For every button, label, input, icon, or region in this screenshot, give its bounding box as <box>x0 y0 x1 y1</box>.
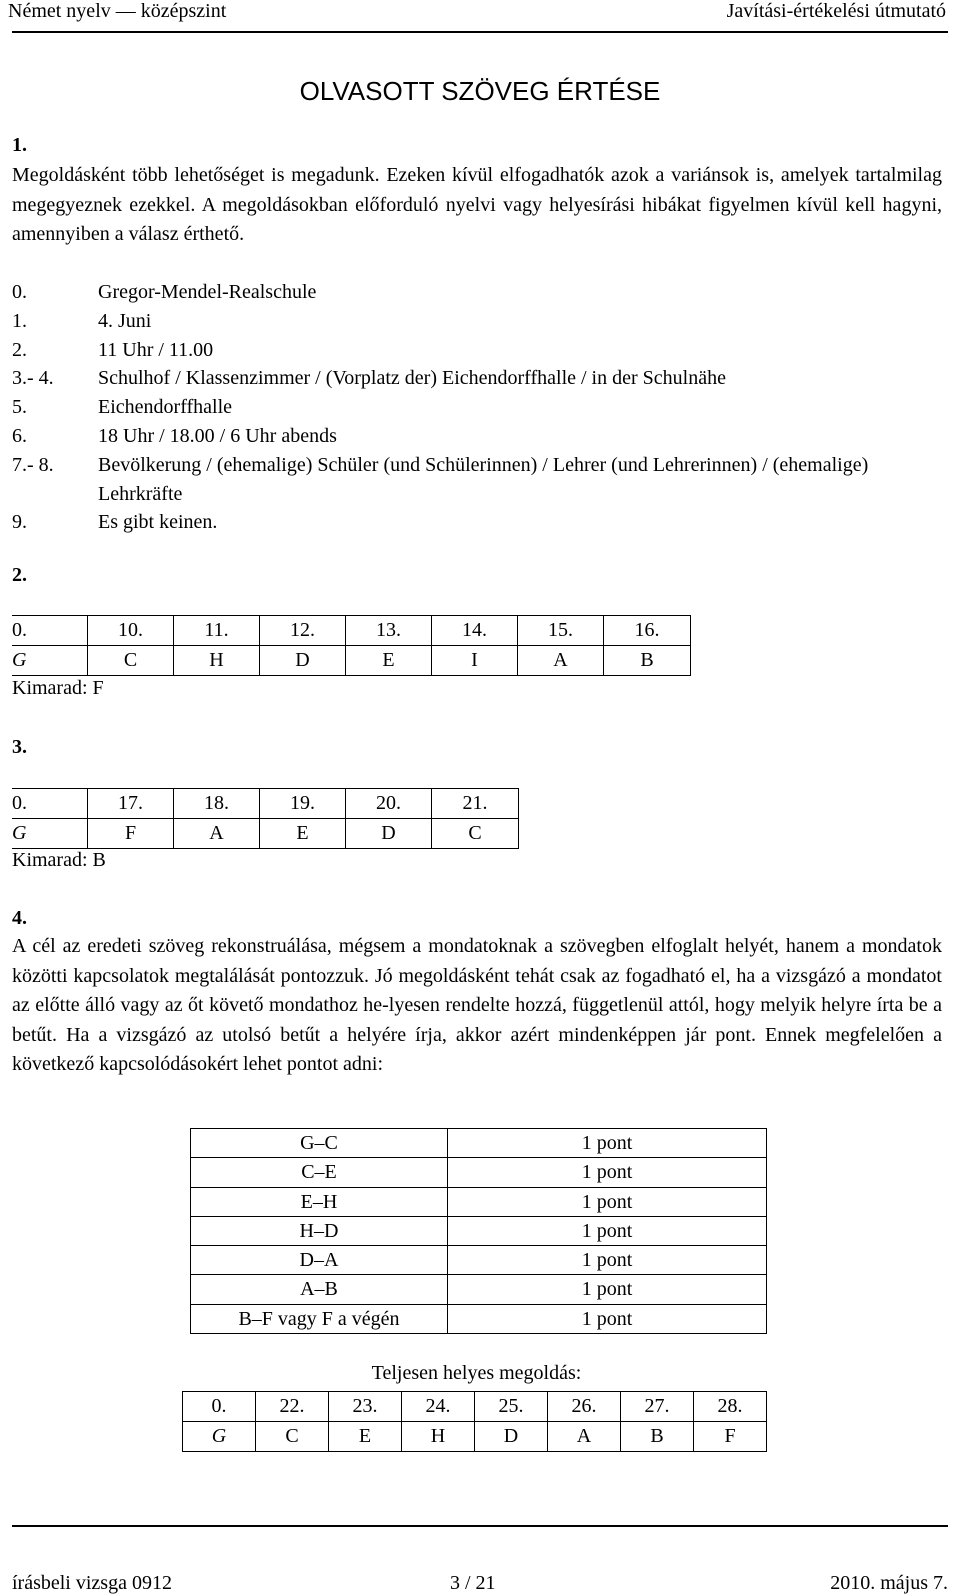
item-answer: Gregor-Mendel-Realschule <box>98 281 317 303</box>
table-cell: H <box>402 1422 475 1452</box>
points-cell: 1 pont <box>448 1275 767 1304</box>
table-row <box>191 1216 767 1245</box>
table-cell: B <box>621 1422 694 1452</box>
table-row <box>12 819 519 849</box>
section-1-number: 1. <box>12 134 27 156</box>
table-cell: 16. <box>604 616 691 646</box>
item-answer: Schulhof / Klassenzimmer / (Vorplatz der) Eichendorffhalle / in der Schulnähe <box>98 367 726 390</box>
table-cell: 25. <box>475 1392 548 1422</box>
pair-cell: E–H <box>191 1187 448 1216</box>
table-cell: 28. <box>694 1392 767 1422</box>
section-3-number: 3. <box>12 736 27 758</box>
table-cell: I <box>432 646 518 676</box>
table-cell: E <box>260 819 346 849</box>
table-cell: 23. <box>329 1392 402 1422</box>
table-cell: 20. <box>346 789 432 819</box>
table-cell: 11. <box>174 616 260 646</box>
table-cell: H <box>174 646 260 676</box>
table-cell: E <box>346 646 432 676</box>
table-cell: A <box>548 1422 621 1452</box>
table-cell: A <box>174 819 260 849</box>
table-cell: E <box>329 1422 402 1452</box>
table-row <box>12 616 691 646</box>
table-cell: G <box>12 646 88 676</box>
section-4-text: A cél az eredeti szöveg rekonstruálása, mégsem a mondatoknak a szövegben elfoglalt helyét, hanem a mondatok közötti kapcsolatok megtalálását pontozzuk. Jó megoldásként tehát csak az fogadható el, ha a vizsgázó a mondatot az előtte álló vagy az őt követő mondathoz he-lyesen rendelte hozzá, függetlenül attól, hogy melyik helyre írta be a betűt. Ha a vizsgázó az utolsó betűt a helyére írja, akkor azért mindenképpen jár pont. Ennek megfelelően a következő kapcsolódásokért lehet pontot adni: <box>12 935 942 1075</box>
section-2-number: 2. <box>12 564 27 586</box>
table-cell: 24. <box>402 1392 475 1422</box>
item-number: 1. <box>12 309 27 332</box>
footer-date: 2010. május 7. <box>830 1572 948 1594</box>
section-1-intro: Megoldásként több lehetőséget is megadunk. Ezeken kívül elfogadhatók azok a variánsok is, amelyek tartalmilag megegyeznek ezekkel. A megoldásokban előforduló nyelvi vagy helyesírási hibákat figyelmen kívül kell hagyni, amennyiben a válasz érthető. <box>12 164 942 245</box>
points-cell: 1 pont <box>448 1158 767 1187</box>
footer-rule <box>12 1525 948 1527</box>
table-cell: 13. <box>346 616 432 646</box>
section-2-answer-table <box>12 615 691 676</box>
item-number: 6. <box>12 424 27 447</box>
table-cell: G <box>12 819 88 849</box>
table-cell: D <box>346 819 432 849</box>
table-cell: 18. <box>174 789 260 819</box>
item-answer: Es gibt keinen. <box>98 511 218 534</box>
table-row <box>191 1158 767 1187</box>
pair-cell: H–D <box>191 1216 448 1245</box>
list-item <box>12 451 942 509</box>
table-cell: 21. <box>432 789 519 819</box>
points-cell: 1 pont <box>448 1246 767 1275</box>
footer-page-number: 3 / 21 <box>450 1572 496 1594</box>
table-cell: C <box>432 819 519 849</box>
points-cell: 1 pont <box>448 1216 767 1245</box>
footer-exam-code: írásbeli vizsga 0912 <box>12 1572 172 1594</box>
table-cell: C <box>256 1422 329 1452</box>
header-doc-type: Javítási-értékelési útmutató <box>726 0 946 22</box>
complete-solution-table <box>182 1391 767 1452</box>
header-rule <box>12 31 948 33</box>
points-cell: 1 pont <box>448 1304 767 1333</box>
item-answer: 18 Uhr / 18.00 / 6 Uhr abends <box>98 424 337 447</box>
table-row <box>191 1246 767 1275</box>
pair-cell: D–A <box>191 1246 448 1275</box>
header-subject: Német nyelv — középszint <box>8 0 227 22</box>
table-cell: F <box>88 819 174 849</box>
list-item <box>12 422 942 451</box>
item-number: 9. <box>12 511 27 534</box>
table-row <box>12 789 519 819</box>
item-number: 5. <box>12 396 27 419</box>
page-header <box>8 0 946 24</box>
table-cell: 17. <box>88 789 174 819</box>
item-number: 2. <box>12 338 27 361</box>
section-2-omitted: Kimarad: F <box>12 677 104 699</box>
pair-cell: G–C <box>191 1129 448 1158</box>
list-item <box>12 307 942 336</box>
item-answer: Bevölkerung / (ehemalige) Schüler (und Schülerinnen) / Lehrer (und Lehrerinnen) / (ehemalige) Lehrkräfte <box>98 453 869 505</box>
item-answer: 11 Uhr / 11.00 <box>98 338 214 361</box>
table-cell: 0. <box>12 789 88 819</box>
item-number: 7.- 8. <box>12 453 54 476</box>
table-cell: D <box>260 646 346 676</box>
points-cell: 1 pont <box>448 1187 767 1216</box>
item-answer: Eichendorffhalle <box>98 396 233 419</box>
table-cell: 27. <box>621 1392 694 1422</box>
pair-cell: C–E <box>191 1158 448 1187</box>
list-item <box>12 336 942 365</box>
item-answer: 4. Juni <box>98 309 152 332</box>
table-cell: 10. <box>88 616 174 646</box>
item-number: 0. <box>12 281 27 303</box>
points-table <box>190 1128 767 1334</box>
list-item <box>12 508 942 537</box>
list-item <box>12 278 942 307</box>
table-cell: 12. <box>260 616 346 646</box>
table-cell: D <box>475 1422 548 1452</box>
table-row <box>191 1129 767 1158</box>
item-number: 3.- 4. <box>12 367 54 390</box>
table-row <box>12 646 691 676</box>
pair-cell: B–F vagy F a végén <box>191 1304 448 1333</box>
list-item <box>12 364 942 393</box>
table-cell: B <box>604 646 691 676</box>
table-cell: 0. <box>12 616 88 646</box>
pair-cell: A–B <box>191 1275 448 1304</box>
table-cell: 19. <box>260 789 346 819</box>
table-row <box>191 1304 767 1333</box>
table-cell: A <box>518 646 604 676</box>
list-item <box>12 393 942 422</box>
table-cell: F <box>694 1422 767 1452</box>
table-cell: 26. <box>548 1392 621 1422</box>
table-cell: 15. <box>518 616 604 646</box>
answer-list <box>12 278 942 537</box>
points-cell: 1 pont <box>448 1129 767 1158</box>
page-title: OLVASOTT SZÖVEG ÉRTÉSE <box>299 76 661 106</box>
table-cell: C <box>88 646 174 676</box>
table-cell: G <box>183 1422 256 1452</box>
section-3-answer-table <box>12 788 519 849</box>
complete-solution-label: Teljesen helyes megoldás: <box>371 1362 582 1384</box>
table-row <box>191 1275 767 1304</box>
table-row <box>191 1187 767 1216</box>
section-3-omitted: Kimarad: B <box>12 849 106 871</box>
table-cell: 22. <box>256 1392 329 1422</box>
table-row <box>183 1392 767 1422</box>
table-row <box>183 1422 767 1452</box>
section-4-number: 4. <box>12 907 27 929</box>
table-cell: 0. <box>183 1392 256 1422</box>
table-cell: 14. <box>432 616 518 646</box>
